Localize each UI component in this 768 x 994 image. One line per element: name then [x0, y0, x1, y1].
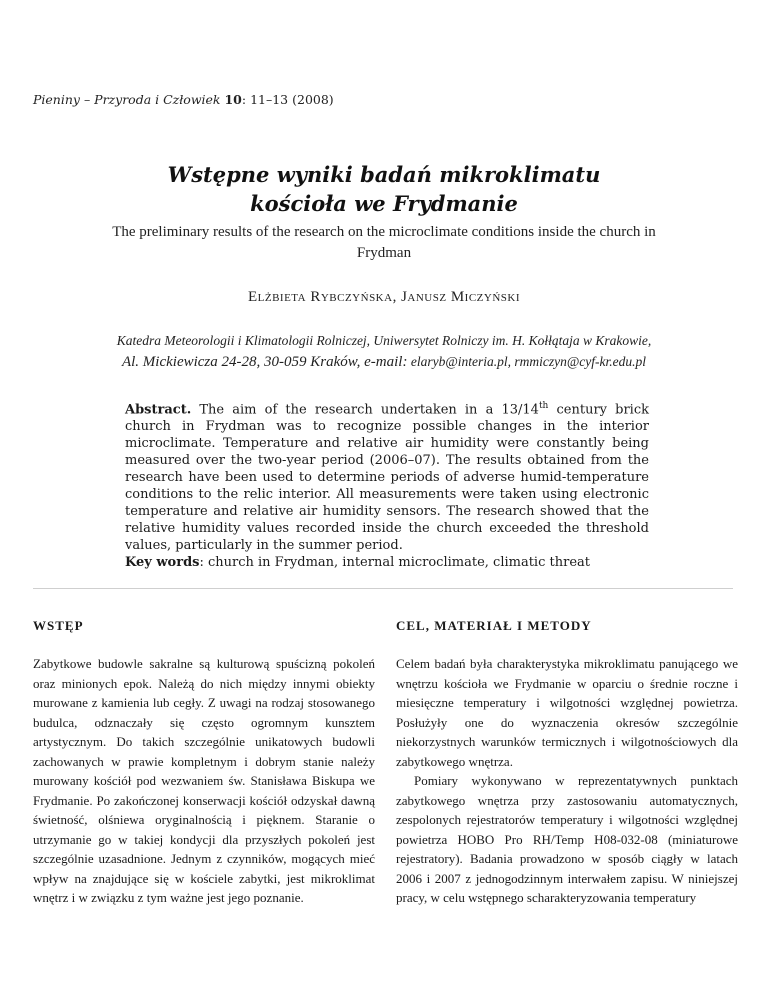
- affiliation-line-2: [0, 351, 768, 373]
- journal-volume: 10: [224, 92, 242, 107]
- left-column: [33, 618, 375, 908]
- section-heading-introduction: WSTĘP: [33, 618, 84, 633]
- section-heading-methods: CEL, MATERIAŁ I METODY: [396, 618, 592, 633]
- keywords-label: Key words: [125, 555, 200, 570]
- right-column: [396, 618, 738, 908]
- abstract-label: Abstract.: [125, 402, 192, 418]
- journal-name: Pieniny – Przyroda i Człowiek: [33, 92, 221, 107]
- title-line-1: Wstępne wyniki badań mikroklimatu: [167, 162, 601, 187]
- methods-paragraph-1: Celem badań była charakterystyka mikroklimatu panującego we wnętrzu kościoła we Frydmanie w oparciu o średnie roczne i miesięczne temperatury i wilgotności względnej powietrza. Posłużyły one do wyznaczenia okresów szczególnie niekorzystnych warunków termicznych i wilgotnościowych dla zabytkowego wnętrza.: [396, 656, 738, 769]
- abstract-superscript: th: [538, 401, 549, 411]
- english-subtitle: The preliminary results of the research on the microclimate conditions inside the church in Frydman: [112, 224, 656, 261]
- paper-title: [0, 160, 768, 218]
- affiliation-emails: elaryb@interia.pl, rmmiczyn@cyf-kr.edu.pl: [410, 354, 647, 369]
- journal-pages: : 11–13 (2008): [241, 92, 334, 107]
- abstract: [125, 398, 649, 554]
- affiliation: [0, 330, 768, 373]
- journal-citation: [33, 92, 334, 107]
- affiliation-address: Al. Mickiewicza 24-28, 30-059 Kraków, e-mail:: [121, 354, 408, 370]
- introduction-paragraph: Zabytkowe budowle sakralne są kulturową spuścizną pokoleń oraz minionych epok. Należą do nich między innymi obiekty murowane z kamienia lub cegły. Z uwagi na rodzaj stosowanego budulca, odznaczały się często ogromnym kunsztem artystycznym. Do takich szczególnie unikatowych budowli zachowanych w prawie kompletnym i dobrym stanie należy murowany kościół pod wezwaniem św. Stanisława Biskupa we Frydmanie. Po zakończonej konserwacji kościół odzyskał dawną świetność, olśniewa oryginalnością i pięknem. Staranie o utrzymanie go w takiej kondycji dla przyszłych pokoleń jest szczególnie uzasadnione. Jednym z czynników, mogących mieć wpływ na znajdujące się w kościele zabytki, jest mikroklimat wnętrz i w związku z tym ważne jest jego poznanie.: [33, 656, 375, 905]
- affiliation-line-1: Katedra Meteorologii i Klimatologii Rolniczej, Uniwersytet Rolniczy im. H. Kołłątaja w Krakowie,: [116, 333, 652, 348]
- abstract-text-rest: century brick church in Frydman was to recognize possible changes in the interior microclimate. Temperature and relative air humidity were constantly being measured over the two-year period (2006–07). The results obtained from the research have been used to determine periods of adverse humid-temperature conditions to the relic interior. All measurements were taken using electronic temperature and relative air humidity sensors. The research showed that the relative humidity values recorded inside the church exceeded the threshold values, particularly in the summer period.: [125, 402, 649, 554]
- abstract-text-start: The aim of the research undertaken in a 13/14: [199, 402, 539, 418]
- keywords: [125, 555, 665, 570]
- section-divider: [33, 588, 733, 589]
- title-line-2: kościoła we Frydmanie: [250, 191, 518, 216]
- authors: Elżbieta Rybczyńska, Janusz Miczyński: [247, 289, 520, 305]
- keywords-text: : church in Frydman, internal microclimate, climatic threat: [199, 555, 590, 570]
- methods-paragraph-2: Pomiary wykonywano w reprezentatywnych punktach zabytkowego wnętrza przy zastosowaniu automatycznych, zespolonych rejestratorów temperatury i wilgotności względnej powietrza HOBO Pro RH/Temp H08-032-08 (miniaturowe rejestratory). Badania prowadzono w sposób ciągły w latach 2006 i 2007 z jednogodzinnym interwałem zapisu. W niniejszej pracy, w celu wstępnego scharakteryzowania temperatury: [396, 773, 738, 905]
